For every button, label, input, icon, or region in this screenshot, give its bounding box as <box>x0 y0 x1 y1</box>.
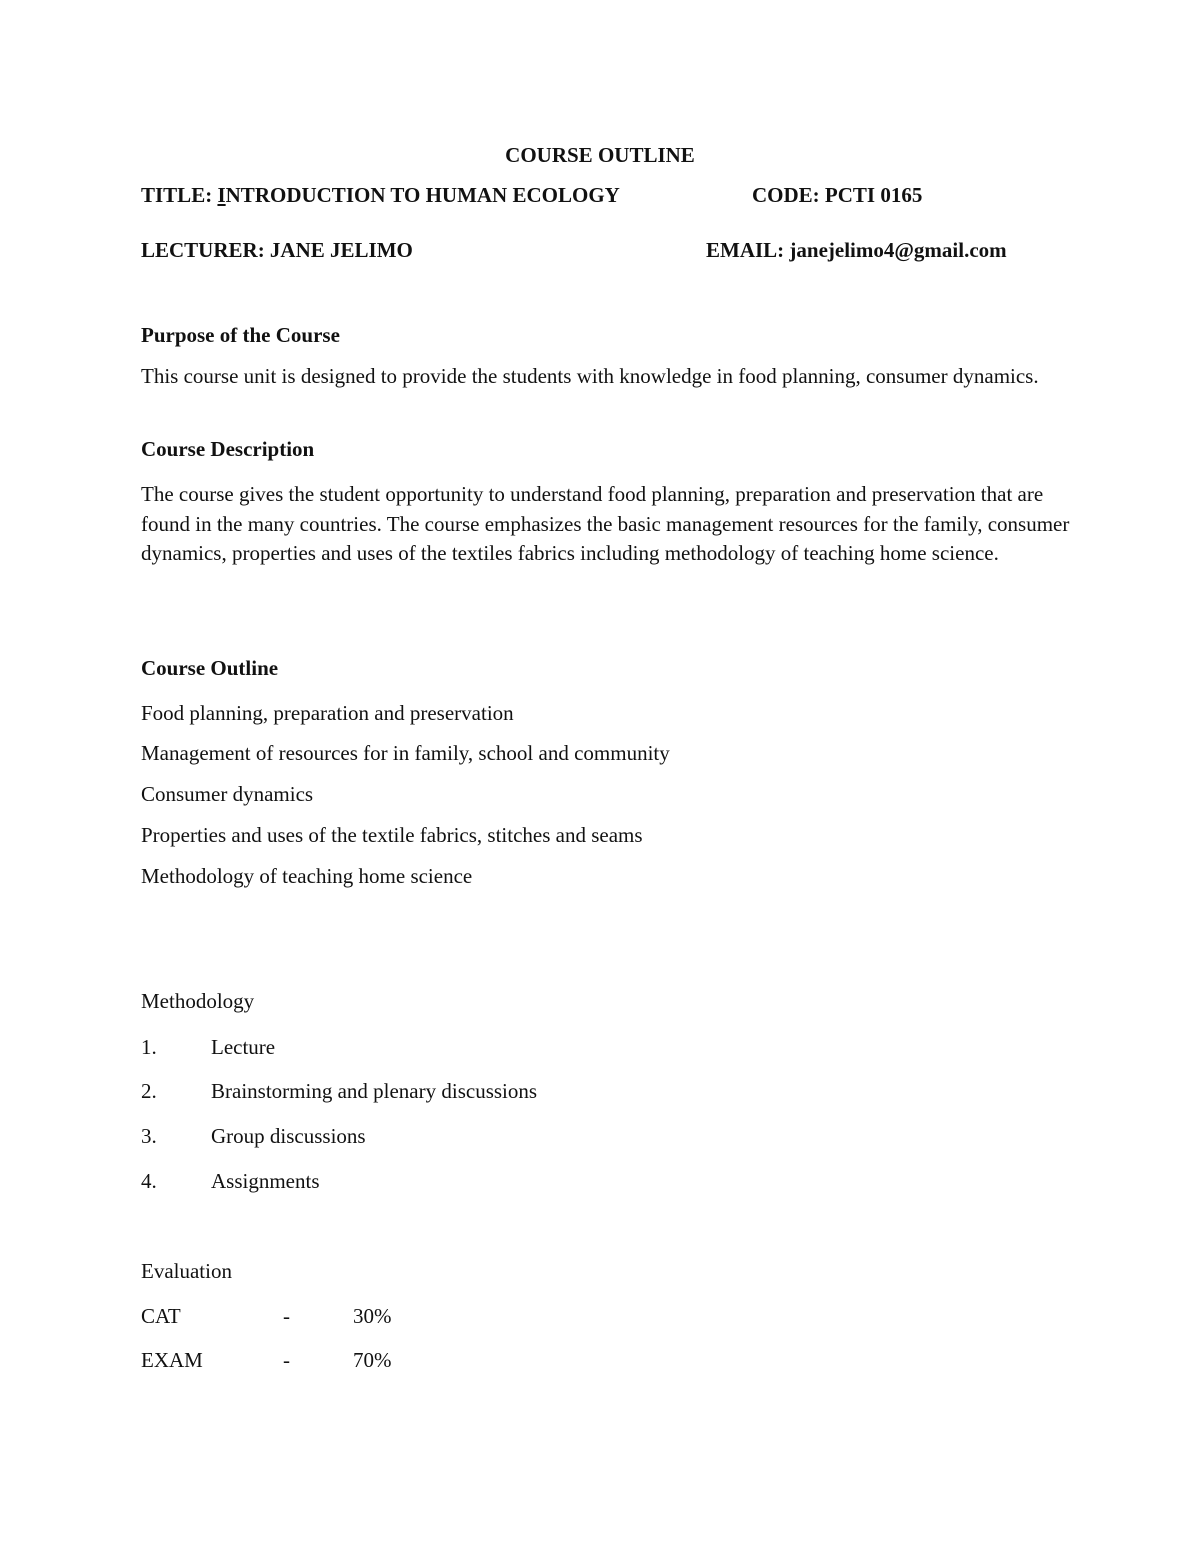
description-text: The course gives the student opportunity to understand food planning, preparation and preservation that are found in the many countries. The course emphasizes the basic management resources for the family, consumer dynamics, properties and uses of the textiles fabrics including methodology of teaching home science. <box>141 482 1070 565</box>
methodology-number: 3. <box>141 1124 157 1148</box>
document-title: COURSE OUTLINE <box>505 143 695 167</box>
evaluation-value: 30% <box>353 1304 392 1328</box>
outline-heading: Course Outline <box>141 656 279 680</box>
course-title-rest: NTRODUCTION TO HUMAN ECOLOGY <box>225 183 620 207</box>
evaluation-heading: Evaluation <box>141 1259 232 1283</box>
evaluation-dash: - <box>283 1304 290 1328</box>
outline-item: Food planning, preparation and preservation <box>141 701 514 725</box>
lecturer-email: EMAIL: janejelimo4@gmail.com <box>706 238 1007 262</box>
course-title <box>141 183 620 208</box>
course-title-label: TITLE: <box>141 183 218 207</box>
outline-item: Properties and uses of the textile fabrics, stitches and seams <box>141 823 643 847</box>
course-title-first-letter: I <box>217 183 226 207</box>
evaluation-value: 70% <box>353 1348 392 1372</box>
evaluation-dash: - <box>283 1348 290 1372</box>
methodology-item: Assignments <box>211 1169 320 1193</box>
outline-item: Methodology of teaching home science <box>141 864 473 888</box>
evaluation-label: EXAM <box>141 1348 203 1372</box>
methodology-number: 2. <box>141 1079 157 1103</box>
methodology-heading: Methodology <box>141 989 255 1013</box>
purpose-text: This course unit is designed to provide the students with knowledge in food planning, consumer dynamics. <box>141 364 1039 388</box>
methodology-item: Group discussions <box>211 1124 366 1148</box>
description-heading: Course Description <box>141 437 315 461</box>
lecturer-name: LECTURER: JANE JELIMO <box>141 238 413 262</box>
methodology-item: Brainstorming and plenary discussions <box>211 1079 538 1103</box>
purpose-heading: Purpose of the Course <box>141 323 340 347</box>
outline-item: Management of resources for in family, school and community <box>141 741 670 765</box>
course-code: CODE: PCTI 0165 <box>752 183 923 207</box>
methodology-item: Lecture <box>211 1035 276 1059</box>
methodology-number: 1. <box>141 1035 157 1059</box>
outline-item: Consumer dynamics <box>141 782 314 806</box>
methodology-number: 4. <box>141 1169 157 1193</box>
evaluation-label: CAT <box>141 1304 181 1328</box>
